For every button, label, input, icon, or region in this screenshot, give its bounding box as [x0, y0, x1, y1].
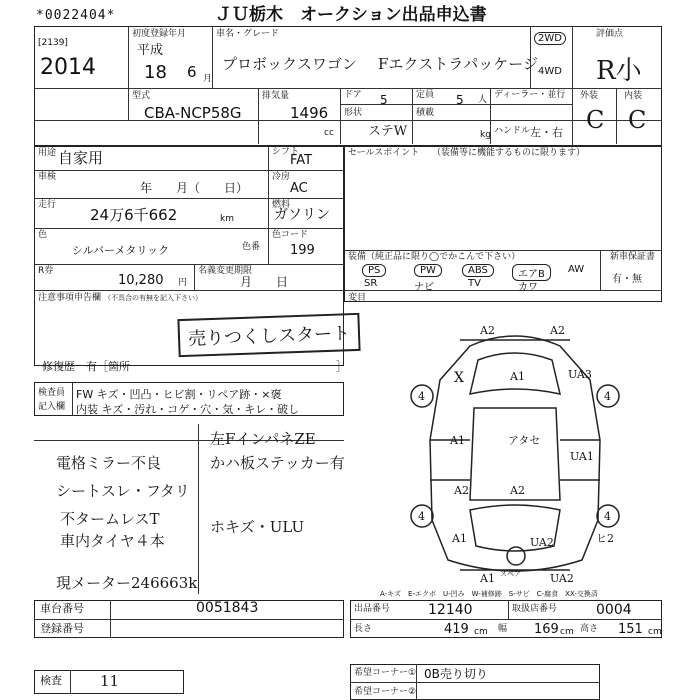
drive-2wd: 2WD [534, 32, 566, 45]
damage-ua2-rear: UA2 [530, 536, 554, 549]
damage-ua3: UA3 [568, 368, 592, 381]
color-code-label-2: 色コード [272, 230, 309, 240]
shape-label: 形状 [344, 108, 363, 118]
model-code-label: 型式 [132, 91, 151, 101]
length: 419 [444, 622, 469, 637]
spare-tire [507, 547, 525, 565]
mileage: 24万6千662 [90, 206, 178, 224]
ac-label: 冷房 [272, 172, 291, 182]
code-label: [2139] [38, 38, 68, 48]
usage-label: 用途 [38, 148, 57, 158]
equip-ps: PS [362, 264, 386, 277]
height-label: 高さ [580, 624, 599, 634]
note-left-3: 不タームレスT [60, 510, 160, 528]
inspection-row2: 内装 キズ・汚れ・コゲ・穴・気・キレ・破し [76, 403, 300, 416]
hope1-label: 希望コーナー① [354, 668, 417, 678]
doors: 5 [380, 93, 388, 107]
model-name: プロボックスワゴン [222, 55, 357, 73]
equip-airbag: エアB [512, 264, 551, 281]
sales-point-label: セールスポイント [348, 148, 420, 158]
seats-label: 定員 [416, 90, 435, 100]
history-note: （不具合の有無を記入下さい） [104, 294, 202, 302]
displacement-label: 排気量 [262, 91, 290, 101]
exterior-label: 外装 [580, 91, 599, 101]
width: 169 [534, 622, 559, 637]
fuel: ガソリン [274, 207, 330, 223]
equip-leather: カワ [518, 282, 538, 293]
recycle: 10,280 [118, 273, 164, 288]
note-left-2: シートスレ・フタリ [56, 482, 190, 500]
model-code: CBA-NCP58G [144, 104, 242, 122]
change-label: 変目 [348, 293, 367, 303]
auction-no: 12140 [428, 602, 473, 618]
yen-unit: 円 [178, 278, 188, 288]
repair-end: ］ [336, 360, 347, 373]
inspection-row1-label: 検査員 [38, 388, 66, 398]
note-left-4: 車内タイヤ４本 [60, 532, 165, 550]
length-unit: cm [474, 627, 488, 637]
damage-a2-front-right: A2 [550, 324, 565, 337]
damage-ua2-bumper: UA2 [550, 572, 574, 585]
damage-ua1-right: UA1 [570, 450, 594, 463]
grade: Fエクストラパッケージ [378, 55, 538, 73]
handle: 左・右 [530, 126, 563, 139]
tire-rl-depth: 4 [418, 510, 425, 523]
width-unit: cm [560, 627, 574, 637]
shape: ステW [368, 124, 408, 139]
inspector: 11 [100, 672, 120, 690]
handle-label: ハンドル [494, 126, 531, 136]
equip-navi: ナビ [414, 282, 434, 293]
model-year: 2014 [40, 55, 96, 80]
equip-aw: AW [568, 264, 585, 275]
model-name-label: 車名・グレード [216, 29, 280, 39]
damage-ne2: ヒ2 [596, 532, 614, 545]
month-unit: 月 [203, 74, 213, 84]
color-code-label: 色番 [242, 242, 261, 252]
grade-points-label: 評価点 [596, 29, 624, 39]
car-condition-diagram [400, 320, 630, 590]
tire-fl-depth: 4 [418, 390, 425, 403]
damage-a1-left-door: A1 [450, 434, 465, 447]
hope1: 0B売り切り [424, 667, 488, 681]
height: 151 [618, 622, 643, 637]
shift-label: シフト [272, 147, 300, 157]
displacement: 1496 [290, 104, 329, 122]
damage-a1-hood: A1 [510, 370, 525, 383]
new-car-warranty-label: 新車保証書 [610, 252, 656, 262]
note-right-2: かハ板ステッカー有 [210, 454, 345, 472]
sales-stamp: 売りつくしスタート [177, 313, 360, 357]
grade-points: R小 [596, 56, 642, 86]
seats-unit: 人 [478, 95, 488, 105]
note-left-5: 現メーター246663k [56, 574, 198, 592]
equip-tv: TV [468, 278, 481, 289]
note-right-1: 左FインパネZE [210, 430, 316, 448]
seats: 5 [456, 93, 464, 107]
chassis-number: 0051843 [196, 600, 259, 616]
inspector-label: 検査 [40, 674, 62, 687]
history-label: 注意事項申告欄 [38, 293, 102, 303]
ac: AC [290, 181, 308, 196]
repair-label: 修復歴 有［箇所 [42, 360, 130, 373]
kg-unit: kg [480, 130, 491, 140]
interior-label: 内装 [624, 91, 643, 101]
era: 平成 [137, 43, 164, 58]
length-label: 長さ [354, 624, 373, 634]
inspection-label: 車検 [38, 172, 57, 182]
doors-label: ドア [344, 90, 362, 100]
chassis-label: 車台番号 [40, 602, 84, 615]
drive-4wd: 4WD [538, 66, 562, 77]
color-code: 199 [290, 243, 315, 258]
shift: FAT [290, 153, 313, 168]
spare-label: スペア [500, 570, 521, 578]
km-unit: km [220, 214, 234, 224]
reg-label: 登録番号 [40, 622, 84, 635]
warranty-value: 有・無 [612, 274, 642, 285]
inspection-row1: FW キズ・凹凸・ヒビ割・リペア跡・×褒 [76, 388, 282, 401]
auction-no-label: 出品番号 [354, 604, 391, 614]
damage-a2-rear-left: A2 [454, 484, 469, 497]
damage-a1-bumper: A1 [480, 572, 495, 585]
mileage-label: 走行 [38, 200, 57, 210]
damage-a1-left-rear: A1 [452, 532, 467, 545]
note-right-3: ホキズ・ULU [210, 518, 305, 536]
inspection-row2-label: 記入欄 [38, 402, 66, 412]
dealer-label: ディーラー・並行 [494, 90, 566, 100]
damage-a2-rear: A2 [510, 484, 525, 497]
color-label: 色 [38, 230, 48, 240]
damage-a2-front-left: A2 [480, 324, 495, 337]
serial-number: *0022404* [36, 8, 116, 23]
height-unit: cm [648, 627, 662, 637]
equip-sr: SR [364, 278, 378, 289]
color: シルバーメタリック [72, 244, 169, 257]
equipment-label: 装備（純正品に限り◯でかこんで下さい） [348, 252, 521, 262]
form-title: ＪＵ栃木 オークション出品申込書 [215, 5, 487, 25]
interior-grade: C [628, 106, 647, 134]
tire-fr-depth: 4 [604, 390, 611, 403]
lot-no: 0004 [596, 602, 632, 618]
reg-month: 6 [187, 63, 197, 81]
cc-unit: cc [324, 128, 334, 138]
name-change-label: 名義変更期限 [198, 266, 253, 276]
recycle-label: R券 [38, 266, 54, 276]
exterior-grade: C [586, 106, 605, 134]
name-change: 月 日 [240, 275, 289, 289]
equip-abs: ABS [462, 264, 494, 277]
load-label: 積載 [416, 108, 435, 118]
width-label: 幅 [498, 624, 508, 634]
tire-rr-depth: 4 [604, 510, 611, 523]
era-year: 18 [144, 62, 167, 83]
damage-roof: アタセ [508, 434, 541, 447]
note-left-1: 電格ミラー不良 [56, 454, 162, 472]
damage-x-mark: X [454, 370, 464, 386]
sales-point-note: （装備等に機能するものに限ります） [432, 148, 586, 158]
equip-pw: PW [414, 264, 442, 277]
usage: 自家用 [58, 149, 104, 167]
hope2-label: 希望コーナー② [354, 687, 417, 697]
inspection: 年 月（ 日） [140, 181, 249, 195]
damage-legend: A-キズ E-エクボ U-凹み W-補修跡 S-サビ C-腐食 XX-交換済 [380, 590, 598, 598]
lot-label: 取扱店番号 [512, 604, 558, 614]
fuel-label: 燃料 [272, 200, 291, 210]
first-reg-label: 初度登録年月 [132, 29, 187, 39]
